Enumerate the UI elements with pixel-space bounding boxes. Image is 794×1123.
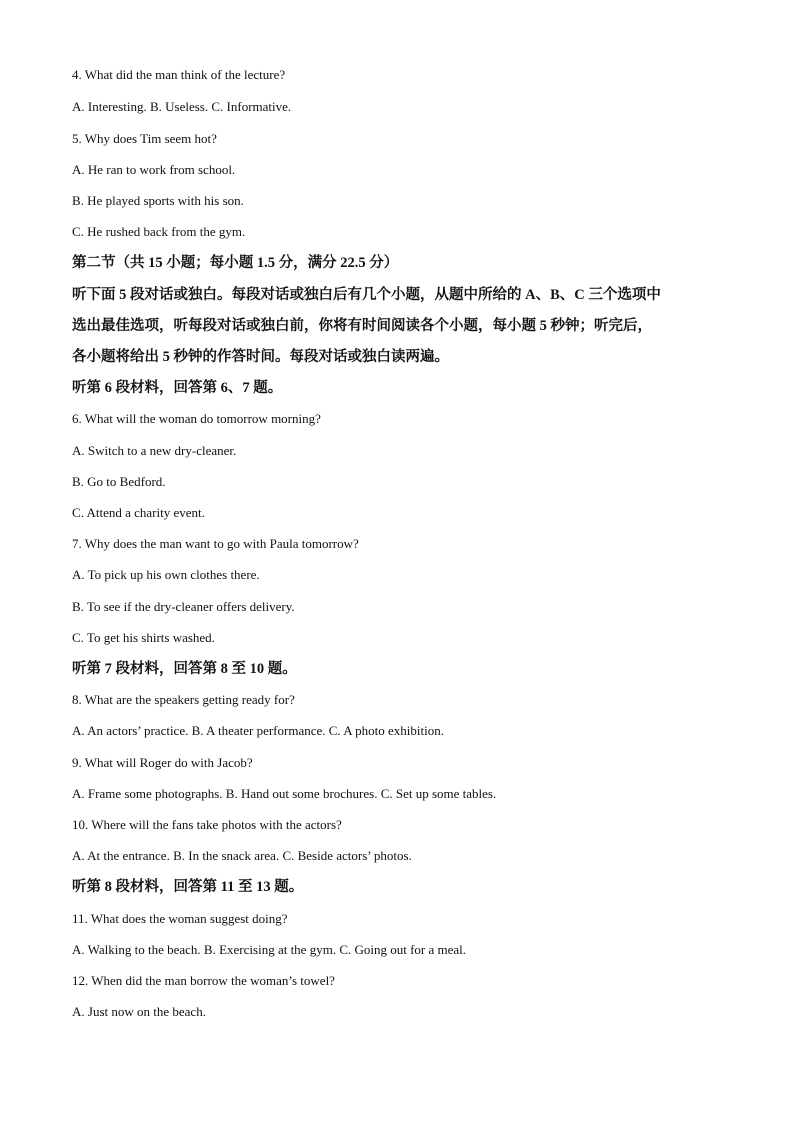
question-5-option-c: C. He rushed back from the gym. [72, 224, 246, 239]
material-6-heading: 听第 6 段材料，回答第 6、7 题。 [72, 380, 283, 396]
question-5-option-a: A. He ran to work from school. [72, 162, 236, 177]
question-11-options: A. Walking to the beach. B. Exercising at the gym. C. Going out for a meal. [72, 942, 467, 957]
instructions-line-1: 听下面 5 段对话或独白。每段对话或独白后有几个小题，从题中所给的 A、B、C 三个选项中 [72, 287, 661, 303]
question-5: 5. Why does Tim seem hot? [72, 131, 217, 146]
question-7-option-c: C. To get his shirts washed. [72, 630, 215, 645]
question-9-options: A. Frame some photographs. B. Hand out some brochures. C. Set up some tables. [72, 786, 497, 801]
question-10-options: A. At the entrance. B. In the snack area. C. Beside actors’ photos. [72, 848, 412, 863]
question-12: 12. When did the man borrow the woman’s towel? [72, 973, 335, 988]
question-6-option-b: B. Go to Bedford. [72, 474, 166, 489]
question-10: 10. Where will the fans take photos with the actors? [72, 817, 342, 832]
instructions-line-2: 选出最佳选项，听每段对话或独白前，你将有时间阅读各个小题，每小题 5 秒钟；听完后， [72, 318, 652, 334]
question-6: 6. What will the woman do tomorrow morning? [72, 411, 321, 426]
question-11: 11. What does the woman suggest doing? [72, 911, 288, 926]
question-8: 8. What are the speakers getting ready for? [72, 692, 295, 707]
instructions-line-3: 各小题将给出 5 秒钟的作答时间。每段对话或独白读两遍。 [72, 349, 449, 365]
question-8-options: A. An actors’ practice. B. A theater performance. C. A photo exhibition. [72, 723, 444, 738]
question-6-option-c: C. Attend a charity event. [72, 505, 205, 520]
question-4: 4. What did the man think of the lecture? [72, 67, 286, 82]
question-9: 9. What will Roger do with Jacob? [72, 755, 253, 770]
question-7-option-a: A. To pick up his own clothes there. [72, 567, 260, 582]
question-7: 7. Why does the man want to go with Paula tomorrow? [72, 536, 359, 551]
question-4-options: A. Interesting. B. Useless. C. Informative. [72, 99, 292, 114]
section-heading: 第二节（共 15 小题；每小题 1.5 分，满分 22.5 分） [72, 255, 399, 271]
question-12-option-a: A. Just now on the beach. [72, 1004, 206, 1019]
material-8-heading: 听第 8 段材料，回答第 11 至 13 题。 [72, 879, 304, 895]
question-7-option-b: B. To see if the dry-cleaner offers delivery. [72, 599, 295, 614]
question-5-option-b: B. He played sports with his son. [72, 193, 244, 208]
material-7-heading: 听第 7 段材料，回答第 8 至 10 题。 [72, 661, 297, 677]
question-6-option-a: A. Switch to a new dry-cleaner. [72, 443, 237, 458]
